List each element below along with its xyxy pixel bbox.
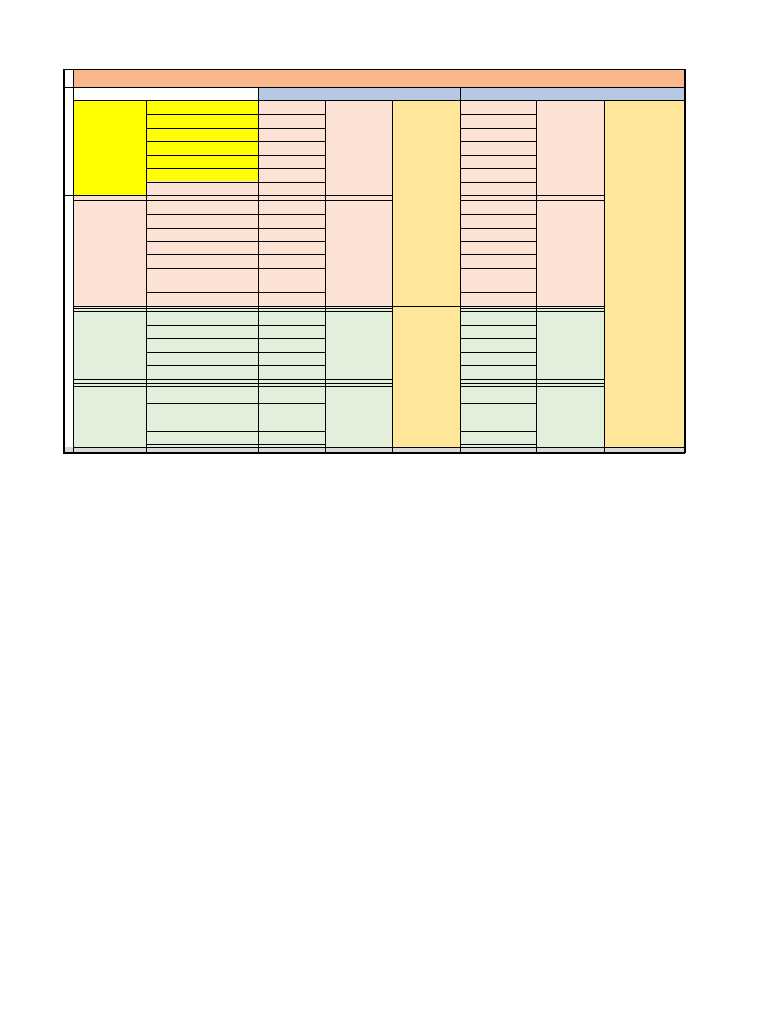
grid-line xyxy=(146,228,325,229)
grid-line xyxy=(460,254,536,255)
grid-line xyxy=(146,141,325,142)
row-personal-actual xyxy=(258,417,325,430)
subtotal-qvaries-actual xyxy=(325,379,392,447)
grid-line xyxy=(146,128,325,129)
row-q-school-transport-name xyxy=(146,325,258,339)
row-clothing-lower xyxy=(460,387,536,403)
row-wifi-lower xyxy=(460,128,536,142)
row-electricity-name xyxy=(146,142,258,156)
row-q-requirements-name xyxy=(146,338,258,352)
grid-line xyxy=(460,141,536,142)
grid-line xyxy=(146,114,325,115)
grid-line xyxy=(146,292,325,293)
grid-line xyxy=(73,308,392,309)
row-aob-monthly-name xyxy=(146,254,258,268)
grid-line xyxy=(73,69,74,453)
row-market-name xyxy=(146,215,258,229)
total-varies-a-actual xyxy=(258,228,325,242)
grid-line xyxy=(604,100,605,453)
row-aob-monthly-lower xyxy=(460,254,536,268)
grid-line xyxy=(460,403,536,404)
row-clothing-actual xyxy=(258,387,325,403)
grid-line xyxy=(146,403,325,404)
grid-line xyxy=(460,379,604,380)
row-wifi-actual xyxy=(258,128,325,142)
row-shopping-lower xyxy=(460,201,536,215)
row-market-lower xyxy=(460,215,536,229)
row-q-school-transport-actual xyxy=(258,325,325,339)
grid-line xyxy=(73,447,684,448)
grid-line xyxy=(146,182,325,183)
grid-line xyxy=(460,195,604,196)
row-upkeep-lower xyxy=(460,278,536,291)
header-lower-budget xyxy=(460,87,684,100)
grid-line xyxy=(460,182,536,183)
total-constant-actual xyxy=(258,182,325,196)
total-qconstant-lower xyxy=(460,366,536,380)
row-househelp-lower xyxy=(460,155,536,169)
grid-line xyxy=(460,325,536,326)
total-qvaries-lower xyxy=(460,431,536,445)
grid-line xyxy=(146,168,325,169)
row-househelp-actual xyxy=(258,155,325,169)
row-q-aob-actual xyxy=(258,352,325,366)
row-q-requirements-lower xyxy=(460,338,536,352)
section-label-quarterly-varies xyxy=(73,379,146,447)
sheet-title xyxy=(73,70,684,87)
grid-line xyxy=(63,87,73,88)
row-q-aob-name xyxy=(146,352,258,366)
grid-line xyxy=(73,87,684,88)
row-q-aob-lower xyxy=(460,352,536,366)
row-water-lower xyxy=(460,115,536,129)
total-qvaries-actual xyxy=(258,431,325,445)
row-househelp-name xyxy=(146,155,258,169)
subtotal-monthly-lower xyxy=(536,100,604,307)
row-q-fees-lower xyxy=(460,311,536,325)
grid-line xyxy=(73,100,684,101)
section-label-monthly-constant xyxy=(73,100,146,195)
grand-total-actual xyxy=(392,100,460,447)
grid-line xyxy=(460,365,536,366)
row-rent-name xyxy=(146,101,258,115)
grid-line xyxy=(73,311,392,312)
grid-line xyxy=(684,69,686,453)
row-aob-monthly-actual xyxy=(258,254,325,268)
total-varies-b-lower xyxy=(460,292,536,306)
subtotal-qconstant-actual xyxy=(325,307,392,379)
row-q-requirements-actual xyxy=(258,338,325,352)
grid-line xyxy=(460,306,604,307)
grid-line xyxy=(146,338,325,339)
grid-line xyxy=(460,214,536,215)
grid-line xyxy=(146,241,325,242)
row-electricity-actual xyxy=(258,142,325,156)
grid-line xyxy=(146,325,325,326)
total-varies-b-actual xyxy=(258,292,325,306)
grid-line xyxy=(536,100,537,453)
grid-line xyxy=(73,195,392,196)
grid-line xyxy=(146,352,325,353)
row-wifi-name xyxy=(146,128,258,142)
grid-line xyxy=(63,69,685,70)
subtotal-qconstant-lower xyxy=(536,307,604,379)
grid-line xyxy=(325,100,326,453)
row-water-actual xyxy=(258,115,325,129)
row-rent-lower xyxy=(460,101,536,115)
grid-line xyxy=(460,200,604,201)
row-electricity-lower xyxy=(460,142,536,156)
grid-line xyxy=(63,452,685,454)
grid-line xyxy=(146,268,325,269)
grid-line xyxy=(460,292,536,293)
grand-total-lower xyxy=(604,100,684,447)
subtotal-monthly-actual xyxy=(325,100,392,307)
grid-line xyxy=(146,254,325,255)
grid-line xyxy=(146,444,325,445)
row-clothing-name xyxy=(146,387,258,403)
row-q-school-transport-lower xyxy=(460,325,536,339)
grid-line xyxy=(460,308,604,309)
grid-line xyxy=(146,431,325,432)
row-water-name xyxy=(146,115,258,129)
row-shopping-name xyxy=(146,201,258,215)
total-varies-a-lower xyxy=(460,228,536,242)
grid-line xyxy=(460,228,536,229)
grid-line xyxy=(146,100,147,453)
grid-line xyxy=(460,241,536,242)
grid-line xyxy=(146,365,325,366)
grid-line xyxy=(460,444,536,445)
grid-line xyxy=(460,386,604,387)
row-shopping-actual xyxy=(258,201,325,215)
grid-line xyxy=(460,114,536,115)
row-q-fees-name xyxy=(146,311,258,325)
subtotal-qvaries-lower xyxy=(536,379,604,447)
grid-line xyxy=(460,155,536,156)
grid-line xyxy=(63,69,65,453)
grid-line xyxy=(460,168,536,169)
row-upkeep-actual xyxy=(258,278,325,291)
row-rent-actual xyxy=(258,101,325,115)
row-personal-name xyxy=(146,404,258,430)
grid-line xyxy=(460,268,536,269)
grid-line xyxy=(392,100,393,453)
grid-line xyxy=(73,379,392,380)
grid-line xyxy=(460,311,604,312)
grid-line xyxy=(460,352,536,353)
grid-line xyxy=(460,128,536,129)
grid-line xyxy=(146,214,325,215)
row-upkeep-name xyxy=(146,268,258,292)
grid-line xyxy=(460,383,604,384)
section-label-quarterly-constant xyxy=(73,307,146,379)
grid-line xyxy=(73,200,392,201)
grid-line xyxy=(73,386,392,387)
total-constant-lower xyxy=(460,182,536,196)
grid-line xyxy=(146,155,325,156)
header-actual-budget xyxy=(258,87,460,100)
grid-line xyxy=(73,383,392,384)
grid-line xyxy=(460,338,536,339)
row-q-fees-actual xyxy=(258,311,325,325)
grid-line xyxy=(460,431,536,432)
row-personal-lower xyxy=(460,417,536,430)
total-qconstant-actual xyxy=(258,366,325,380)
row-market-actual xyxy=(258,215,325,229)
section-label-monthly-varies xyxy=(73,195,146,307)
